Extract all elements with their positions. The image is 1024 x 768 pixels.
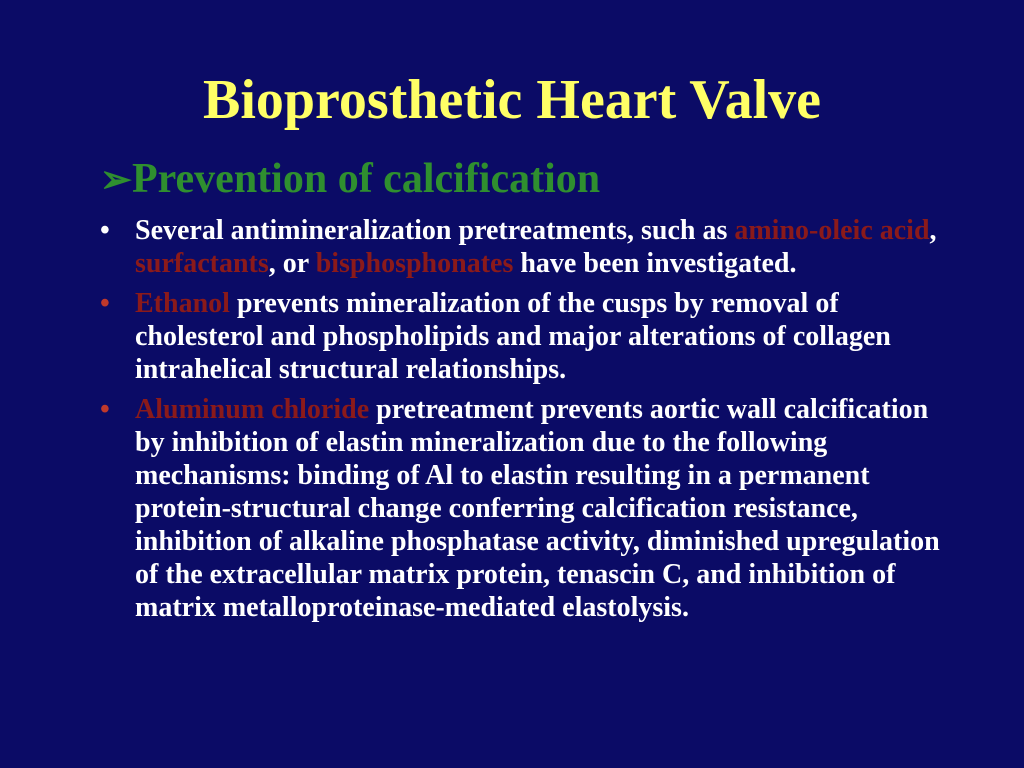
bullet-text-segment: pretreatment prevents aortic wall calcification by inhibition of elastin mineralization due to the following mechanisms: binding of Al to elastin resulting in a permanent protein-structural change conferring calcification resistance, inhibition of alkaline phosphatase activity, diminished upregulation of the extracellular matrix protein, tenascin C, and inhibition of matrix metalloproteinase-mediated elastolysis. (135, 394, 940, 623)
slide-title: Bioprosthetic Heart Valve (202, 69, 822, 131)
highlight-term: Aluminum chloride (135, 394, 370, 425)
subheading-text: Prevention of calcification (132, 156, 601, 202)
bullet-item (100, 393, 960, 624)
subheading (100, 156, 600, 202)
bullet-text-segment: Several antimineralization pretreatments, such as (135, 215, 735, 246)
bullet-text (135, 394, 940, 623)
bullet-item (100, 214, 960, 280)
highlight-term: bisphosphonates (315, 248, 514, 279)
highlight-term: amino-oleic acid (734, 215, 930, 246)
bullet-text-segment: , or (268, 248, 316, 279)
bullet-list (100, 214, 960, 631)
bullet-text-segment: prevents mineralization of the cusps by removal of cholesterol and phospholipids and major alterations of collagen intrahelical structural relationships. (135, 288, 891, 385)
bullet-text-segment: have been investigated. (513, 248, 797, 279)
highlight-term: surfactants (135, 248, 269, 279)
highlight-term: Ethanol (135, 288, 230, 319)
bullet-dot-icon: • (100, 215, 110, 246)
bullet-item (100, 287, 960, 386)
bullet-text (135, 215, 937, 279)
bullet-text (135, 288, 891, 385)
arrow-bullet-icon: ➢ (100, 159, 132, 201)
bullet-dot-icon: • (100, 394, 110, 425)
bullet-dot-icon: • (100, 288, 110, 319)
bullet-text-segment: , (929, 215, 937, 246)
